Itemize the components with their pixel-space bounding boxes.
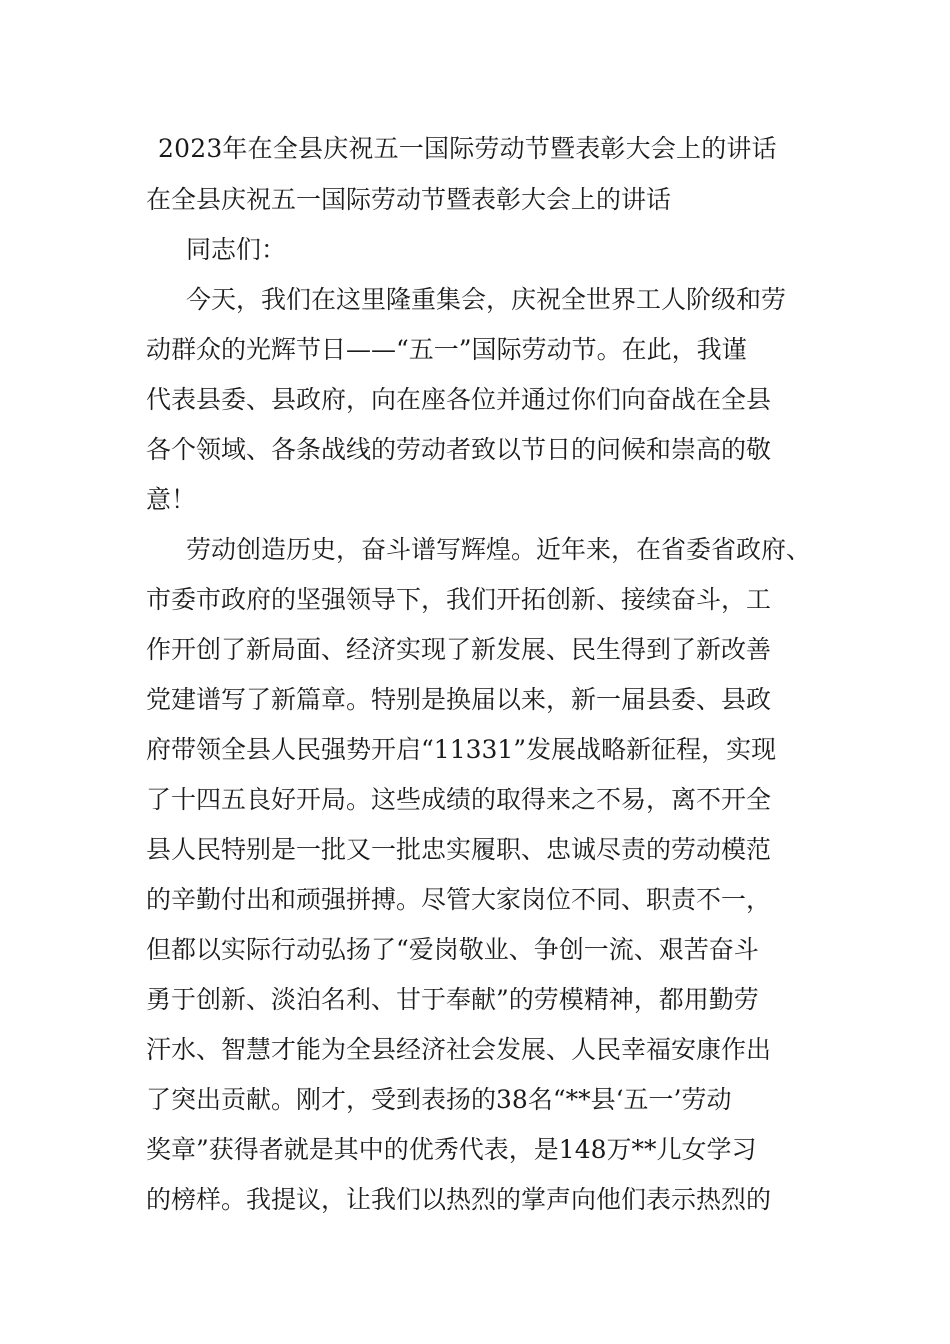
paragraph-line: 市委市政府的坚强领导下，我们开拓创新、接续奋斗，工 bbox=[146, 585, 772, 614]
paragraph-line: 了十四五良好开局。这些成绩的取得来之不易，离不开全 bbox=[146, 785, 772, 814]
paragraph-line: 但都以实际行动弘扬了“爱岗敬业、争创一流、艰苦奋斗 bbox=[146, 935, 759, 964]
paragraph-line: 意！ bbox=[146, 485, 197, 514]
paragraph-line: 劳动创造历史，奋斗谱写辉煌。近年来，在省委省政府、 bbox=[186, 535, 812, 564]
document-title: 2023年在全县庆祝五一国际劳动节暨表彰大会上的讲话 bbox=[158, 134, 777, 163]
paragraph-line: 府带领全县人民强势开启“11331”发展战略新征程，实现 bbox=[146, 735, 777, 764]
salutation-line: 同志们： bbox=[186, 235, 287, 264]
paragraph-line: 勇于创新、淡泊名利、甘于奉献”的劳模精神，都用勤劳 bbox=[146, 985, 759, 1014]
paragraph-line: 县人民特别是一批又一批忠实履职、忠诚尽责的劳动模范 bbox=[146, 835, 772, 864]
paragraph-line: 了突出贡献。刚才，受到表扬的38名“**县‘五一’劳动 bbox=[146, 1085, 732, 1114]
paragraph-line: 动群众的光辉节日——“五一”国际劳动节。在此，我谨 bbox=[146, 335, 747, 364]
paragraph-line: 的榜样。我提议，让我们以热烈的掌声向他们表示热烈的 bbox=[146, 1185, 772, 1214]
paragraph-line: 奖章”获得者就是其中的优秀代表，是148万**儿女学习 bbox=[146, 1135, 757, 1164]
paragraph-1 bbox=[146, 275, 826, 525]
document-subtitle: 在全县庆祝五一国际劳动节暨表彰大会上的讲话 bbox=[146, 185, 672, 214]
paragraph-line: 各个领域、各条战线的劳动者致以节日的问候和崇高的敬 bbox=[146, 435, 772, 464]
paragraph-line: 作开创了新局面、经济实现了新发展、民生得到了新改善 bbox=[146, 635, 772, 664]
paragraph-line: 代表县委、县政府，向在座各位并通过你们向奋战在全县 bbox=[146, 385, 772, 414]
paragraph-line: 党建谱写了新篇章。特别是换届以来，新一届县委、县政 bbox=[146, 685, 772, 714]
paragraph-line: 的辛勤付出和顽强拼搏。尽管大家岗位不同、职责不一， bbox=[146, 885, 772, 914]
paragraph-2 bbox=[146, 525, 826, 1225]
paragraph-line: 汗水、智慧才能为全县经济社会发展、人民幸福安康作出 bbox=[146, 1035, 772, 1064]
paragraph-line: 今天，我们在这里隆重集会，庆祝全世界工人阶级和劳 bbox=[186, 285, 787, 314]
salutation bbox=[146, 225, 826, 275]
